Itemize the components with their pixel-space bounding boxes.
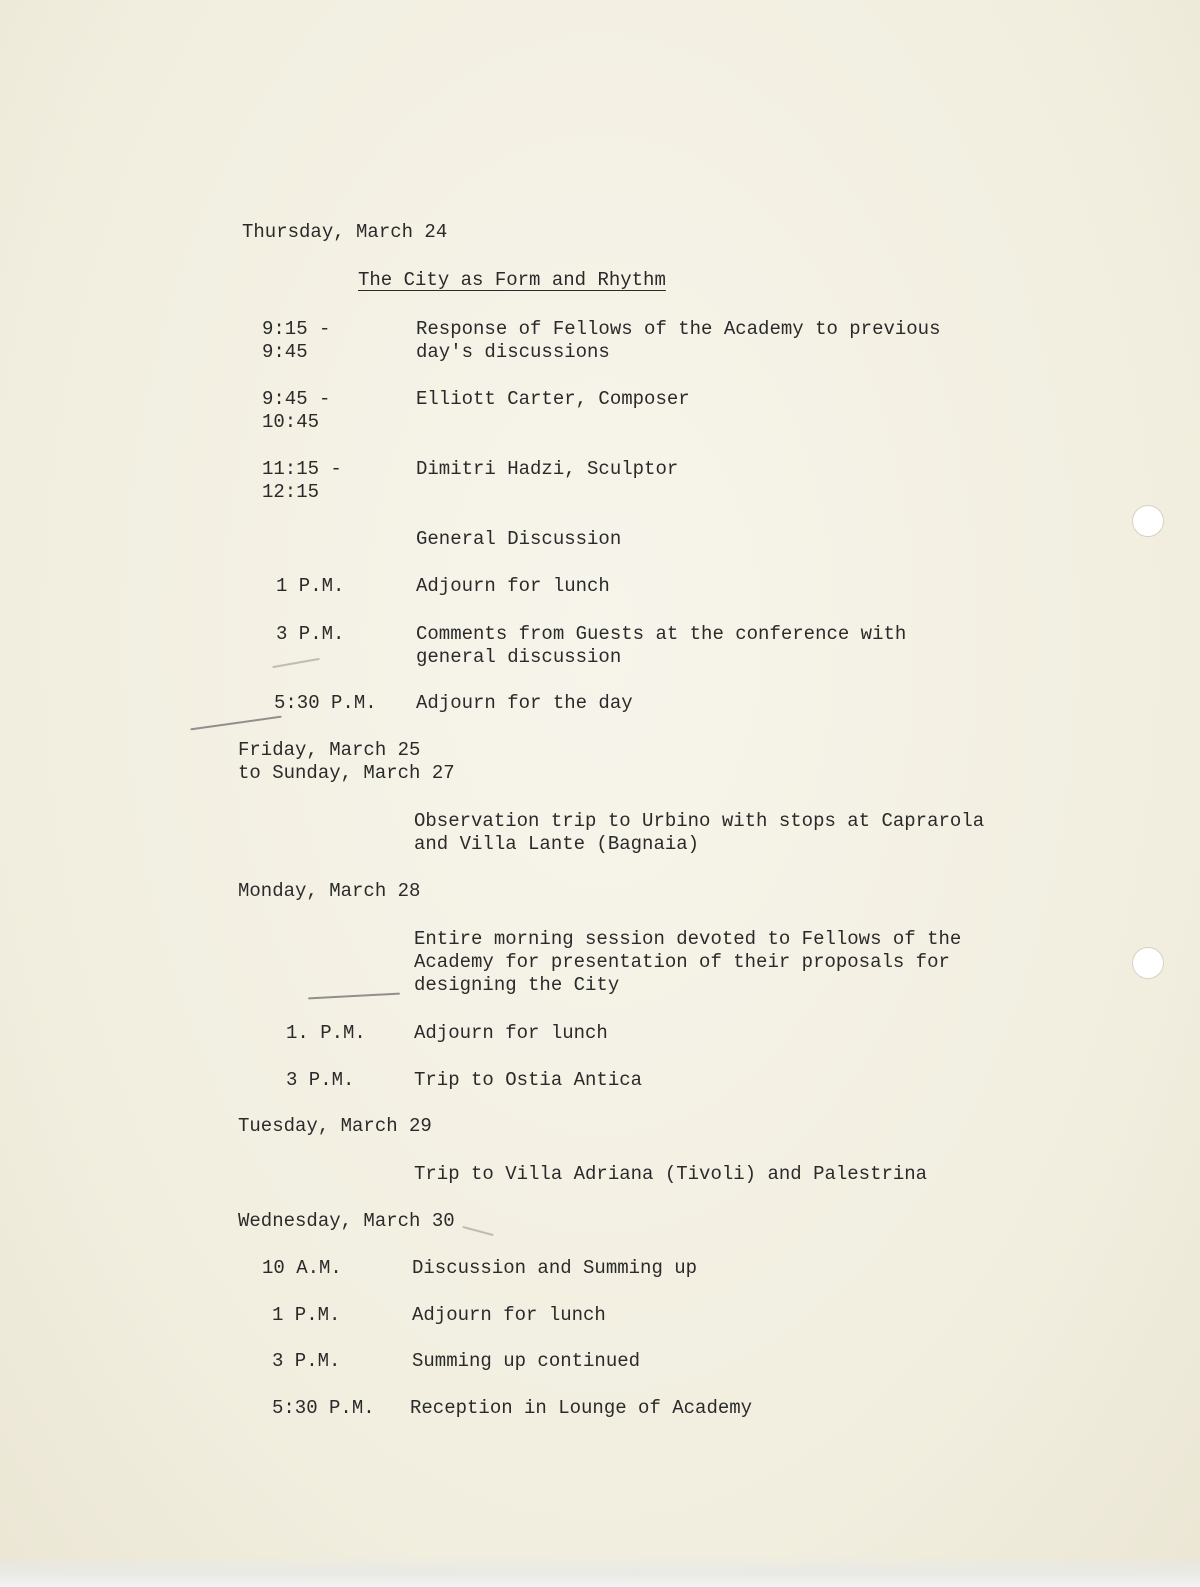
entry-description: Comments from Guests at the conference with general discussion xyxy=(416,623,907,668)
entry-description: Trip to Villa Adriana (Tivoli) and Palestrina xyxy=(414,1163,928,1185)
entry-time: 9:45 - 10:45 xyxy=(262,388,331,433)
entry-description: Adjourn for the day xyxy=(416,692,633,714)
entry-time: 11:15 - 12:15 xyxy=(262,458,342,503)
entry-description: Dimitri Hadzi, Sculptor xyxy=(416,458,679,480)
entry-time: 9:15 - 9:45 xyxy=(262,318,331,363)
entry-description: General Discussion xyxy=(416,528,622,550)
entry-description: Elliott Carter, Composer xyxy=(416,388,690,410)
entry-description: Reception in Lounge of Academy xyxy=(410,1397,753,1419)
entry-time: 5:30 P.M. xyxy=(274,692,377,714)
entry-description: Adjourn for lunch xyxy=(414,1022,608,1044)
entry-time: 1 P.M. xyxy=(272,1304,341,1326)
entry-time: 5:30 P.M. xyxy=(272,1397,375,1419)
entry-time: 3 P.M. xyxy=(272,1350,341,1372)
entry-description: Summing up continued xyxy=(412,1350,641,1372)
session-theme: The City as Form and Rhythm xyxy=(358,269,666,291)
entry-time: 1. P.M. xyxy=(286,1022,366,1044)
day-heading-friday: Friday, March 25 to Sunday, March 27 xyxy=(238,739,455,784)
entry-description: Trip to Ostia Antica xyxy=(414,1069,643,1091)
day-heading-tuesday: Tuesday, March 29 xyxy=(238,1115,432,1137)
entry-time: 3 P.M. xyxy=(286,1069,355,1091)
entry-description: Entire morning session devoted to Fellows of the Academy for presentation of their proposals for designing the City xyxy=(414,928,962,996)
entry-time: 3 P.M. xyxy=(276,623,345,645)
entry-description: Response of Fellows of the Academy to previous day's discussions xyxy=(416,318,941,363)
entry-description: Discussion and Summing up xyxy=(412,1257,698,1279)
entry-description: Adjourn for lunch xyxy=(412,1304,606,1326)
day-heading-monday: Monday, March 28 xyxy=(238,880,421,902)
day-heading-thursday: Thursday, March 24 xyxy=(242,221,448,243)
entry-time: 1 P.M. xyxy=(276,575,345,597)
entry-time: 10 A.M. xyxy=(262,1257,342,1279)
entry-description: Observation trip to Urbino with stops at Caprarola and Villa Lante (Bagnaia) xyxy=(414,810,985,855)
entry-description: Adjourn for lunch xyxy=(416,575,610,597)
day-heading-wednesday: Wednesday, March 30 xyxy=(238,1210,455,1232)
